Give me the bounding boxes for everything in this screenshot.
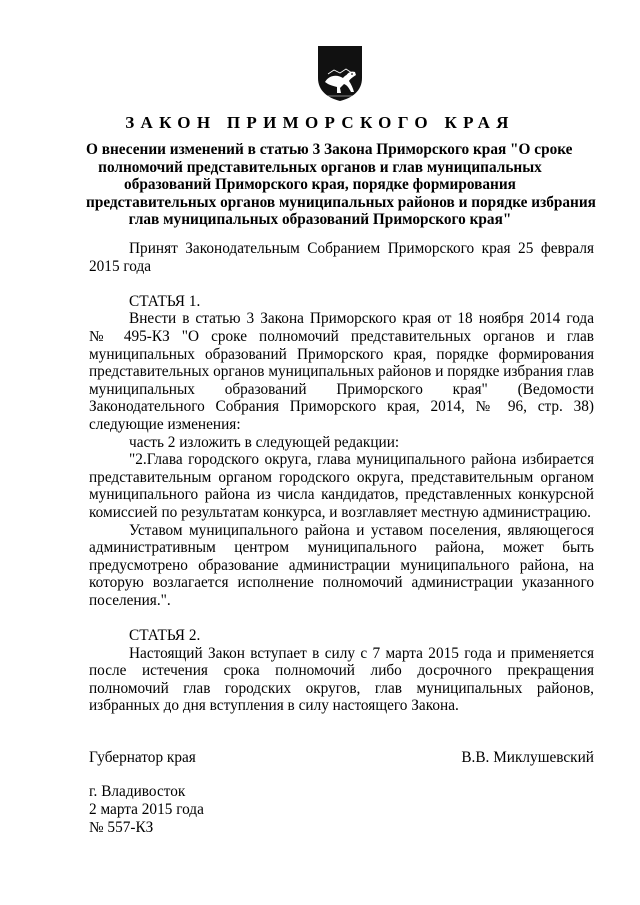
article-1-line: поселения.". [89, 591, 171, 609]
article-2-line: после истечения срока полномочий либо досрочного прекращения [89, 662, 594, 680]
subtitle-line: глав муниципальных образований Приморского края" [128, 211, 512, 228]
signatory-name: В.В. Миклушевский [461, 749, 594, 766]
article-1-line: муниципальных образований Приморского края" (Ведомости [89, 380, 594, 398]
law-title: ЗАКОН ПРИМОРСКОГО КРАЯ [125, 113, 515, 132]
article-1-line: следующие изменения: [89, 415, 241, 433]
subtitle-line: представительных органов муниципальных районов и порядке избрания [86, 193, 596, 211]
article-1-line: № 495-КЗ "О сроке полномочий представительных органов и глав [89, 327, 594, 345]
article-1-line: Законодательного Собрания Приморского края, 2014, № 96, стр. 38) [89, 398, 594, 416]
article-1-line: муниципального района из числа кандидатов, представленных конкурсной [89, 486, 594, 504]
document-footer [89, 783, 204, 836]
article-1-line: которую возлагается исполнение полномочий администрации указанного [89, 574, 594, 592]
article-2-line: избранных до дня вступления в силу настоящего Закона. [89, 697, 459, 715]
article-1-line: муниципальных образований Приморского края, порядке формирования [89, 345, 594, 363]
law-subtitle [86, 141, 596, 229]
adopted-line: 2015 года [89, 257, 152, 275]
article-2-line: полномочий глав городских округов, глав муниципальных районов, [89, 679, 594, 697]
article-1-line: Уставом муниципального района и уставом поселения, являющегося [129, 521, 594, 539]
adopted-line: Принят Законодательным Собранием Приморского края 25 февраля [129, 240, 594, 257]
law-number: № 557-КЗ [89, 818, 154, 836]
article-2-heading: СТАТЬЯ 2. [129, 627, 201, 645]
signatory-position: Губернатор края [89, 749, 196, 766]
article-1-line: предусмотрено образование администрации муниципального района, на [89, 556, 594, 574]
article-2-line: Настоящий Закон вступает в силу с 7 марта 2015 года и применяется [129, 644, 594, 662]
article-1-line: административным центром муниципального района, может быть [89, 539, 594, 557]
subtitle-line: О внесении изменений в статью 3 Закона Приморского края "О сроке [86, 141, 573, 158]
article-1-line: комиссией по результатам конкурса, и возглавляет местную администрацию. [89, 503, 591, 521]
signing-city: г. Владивосток [89, 783, 186, 800]
article-1-line: представительных органов муниципальных районов и порядке избрания глав [89, 363, 595, 381]
signing-date: 2 марта 2015 года [89, 800, 204, 818]
subtitle-line: полномочий представительных органов и глав муниципальных [98, 158, 542, 176]
subtitle-line: образований Приморского края, порядке формирования [124, 176, 516, 193]
article-1-line: Внести в статью 3 Закона Приморского края от 18 ноября 2014 года [129, 310, 594, 328]
law-body [89, 240, 594, 715]
article-1-heading: СТАТЬЯ 1. [129, 292, 201, 310]
article-1-line: часть 2 изложить в следующей редакции: [129, 433, 400, 451]
article-1-line: "2.Глава городского округа, глава муниципального района избирается [129, 451, 594, 469]
article-1-line: представительным органом городского округа, представительным органом [89, 468, 594, 486]
primorsky-krai-coat-of-arms-icon [316, 44, 364, 102]
